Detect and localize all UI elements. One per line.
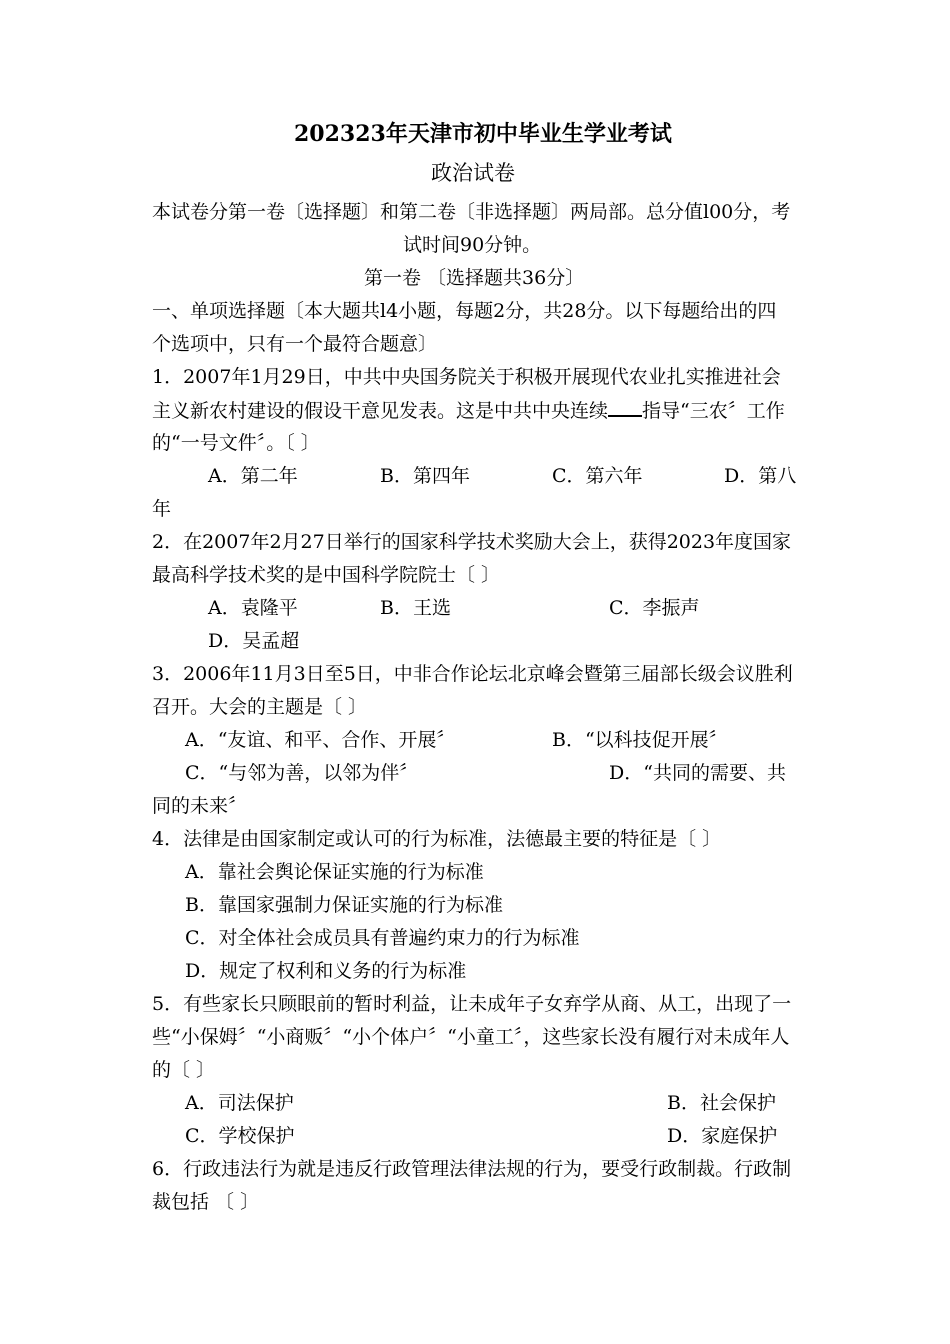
- q4-option-d: D．规定了权利和义务的行为标准: [185, 960, 467, 982]
- q5-stem-line-1: 5．有些家长只顾眼前的暂时利益，让未成年子女弃学从商、从工，出现了一: [152, 993, 792, 1015]
- section-heading-line-1: 一、单项选择题〔本大题共l4小题，每题2分，共28分。以下每题给出的四: [152, 300, 777, 322]
- q2-option-d: D．吴孟超: [208, 630, 300, 652]
- q1-option-d: D．第八: [724, 465, 797, 487]
- q2-option-b: B．王选: [380, 597, 451, 619]
- q1-option-c: C．第六年: [552, 465, 643, 487]
- q1-option-d-wrap: 年: [152, 498, 172, 520]
- page-title: 202323年天津市初中毕业生学业考试: [294, 121, 672, 147]
- q3-option-b: B．“以科技促开展〞: [552, 729, 728, 751]
- q3-option-d: D．“共同的需要、共: [609, 762, 786, 784]
- q1-option-a: A．第二年: [208, 465, 298, 487]
- q1-option-b: B．第四年: [380, 465, 470, 487]
- page-subtitle: 政治试卷: [431, 161, 515, 185]
- q5-option-b: B．社会保护: [667, 1092, 776, 1114]
- q3-option-d-wrap: 同的未来〞: [152, 795, 248, 817]
- q2-stem-line-1: 2．在2007年2月27日举行的国家科学技术奖励大会上，获得2023年度国家: [152, 531, 792, 553]
- q1-answer-blank: [608, 397, 642, 417]
- q3-stem-line-1: 3．2006年11月3日至5日，中非合作论坛北京峰会暨第三届部长级会议胜利: [152, 663, 793, 685]
- intro-line-1: 本试卷分第一卷〔选择题〕和第二卷〔非选择题〕两局部。总分值l00分，考: [152, 201, 791, 223]
- q1-stem-part-b: 指导“三农〞工作: [642, 400, 785, 422]
- q1-stem-part-a: 主义新农村建设的假设干意见发表。这是中共中央连续: [152, 400, 609, 422]
- q3-stem-line-2: 召开。大会的主题是〔 〕: [152, 696, 368, 718]
- intro-line-2: 试时间90分钟。: [403, 234, 542, 256]
- q5-option-c: C．学校保护: [185, 1125, 295, 1147]
- q6-stem-line-1: 6．行政违法行为就是违反行政管理法律法规的行为，要受行政制裁。行政制: [152, 1158, 792, 1180]
- q6-stem-line-2: 裁包括 〔 〕: [152, 1191, 260, 1213]
- q2-option-c: C．李振声: [609, 597, 700, 619]
- q1-stem-line-2: [152, 397, 785, 424]
- q4-option-c: C．对全体社会成员具有普遍约束力的行为标准: [185, 927, 580, 949]
- q5-stem-line-2: 些“小保姆〞“小商贩〞“小个体户〞“小童工〞，这些家长没有履行对未成年人: [152, 1026, 790, 1048]
- q1-stem-line-3: 的“一号文件〞。〔 〕: [152, 432, 320, 454]
- q4-stem-line-1: 4．法律是由国家制定或认可的行为标准，法德最主要的特征是〔 〕: [152, 828, 722, 850]
- q5-option-a: A．司法保护: [185, 1092, 294, 1114]
- q3-option-c: C．“与邻为善，以邻为伴〞: [185, 762, 419, 784]
- volume-header: 第一卷 〔选择题共36分〕: [364, 267, 585, 289]
- q4-option-a: A．靠社会舆论保证实施的行为标准: [185, 861, 484, 883]
- q1-stem-line-1: 1．2007年1月29日，中共中央国务院关于积极开展现代农业扎实推进社会: [152, 366, 781, 388]
- q4-option-b: B．靠国家强制力保证实施的行为标准: [185, 894, 503, 916]
- section-heading-line-2: 个选项中，只有一个最符合题意〕: [152, 333, 438, 355]
- q3-option-a: A．“友谊、和平、合作、开展〞: [185, 729, 456, 751]
- q2-stem-line-2: 最高科学技术奖的是中国科学院院士〔 〕: [152, 564, 501, 586]
- q5-stem-line-3: 的〔 〕: [152, 1059, 216, 1081]
- q5-option-d: D．家庭保护: [667, 1125, 778, 1147]
- q2-option-a: A．袁隆平: [208, 597, 298, 619]
